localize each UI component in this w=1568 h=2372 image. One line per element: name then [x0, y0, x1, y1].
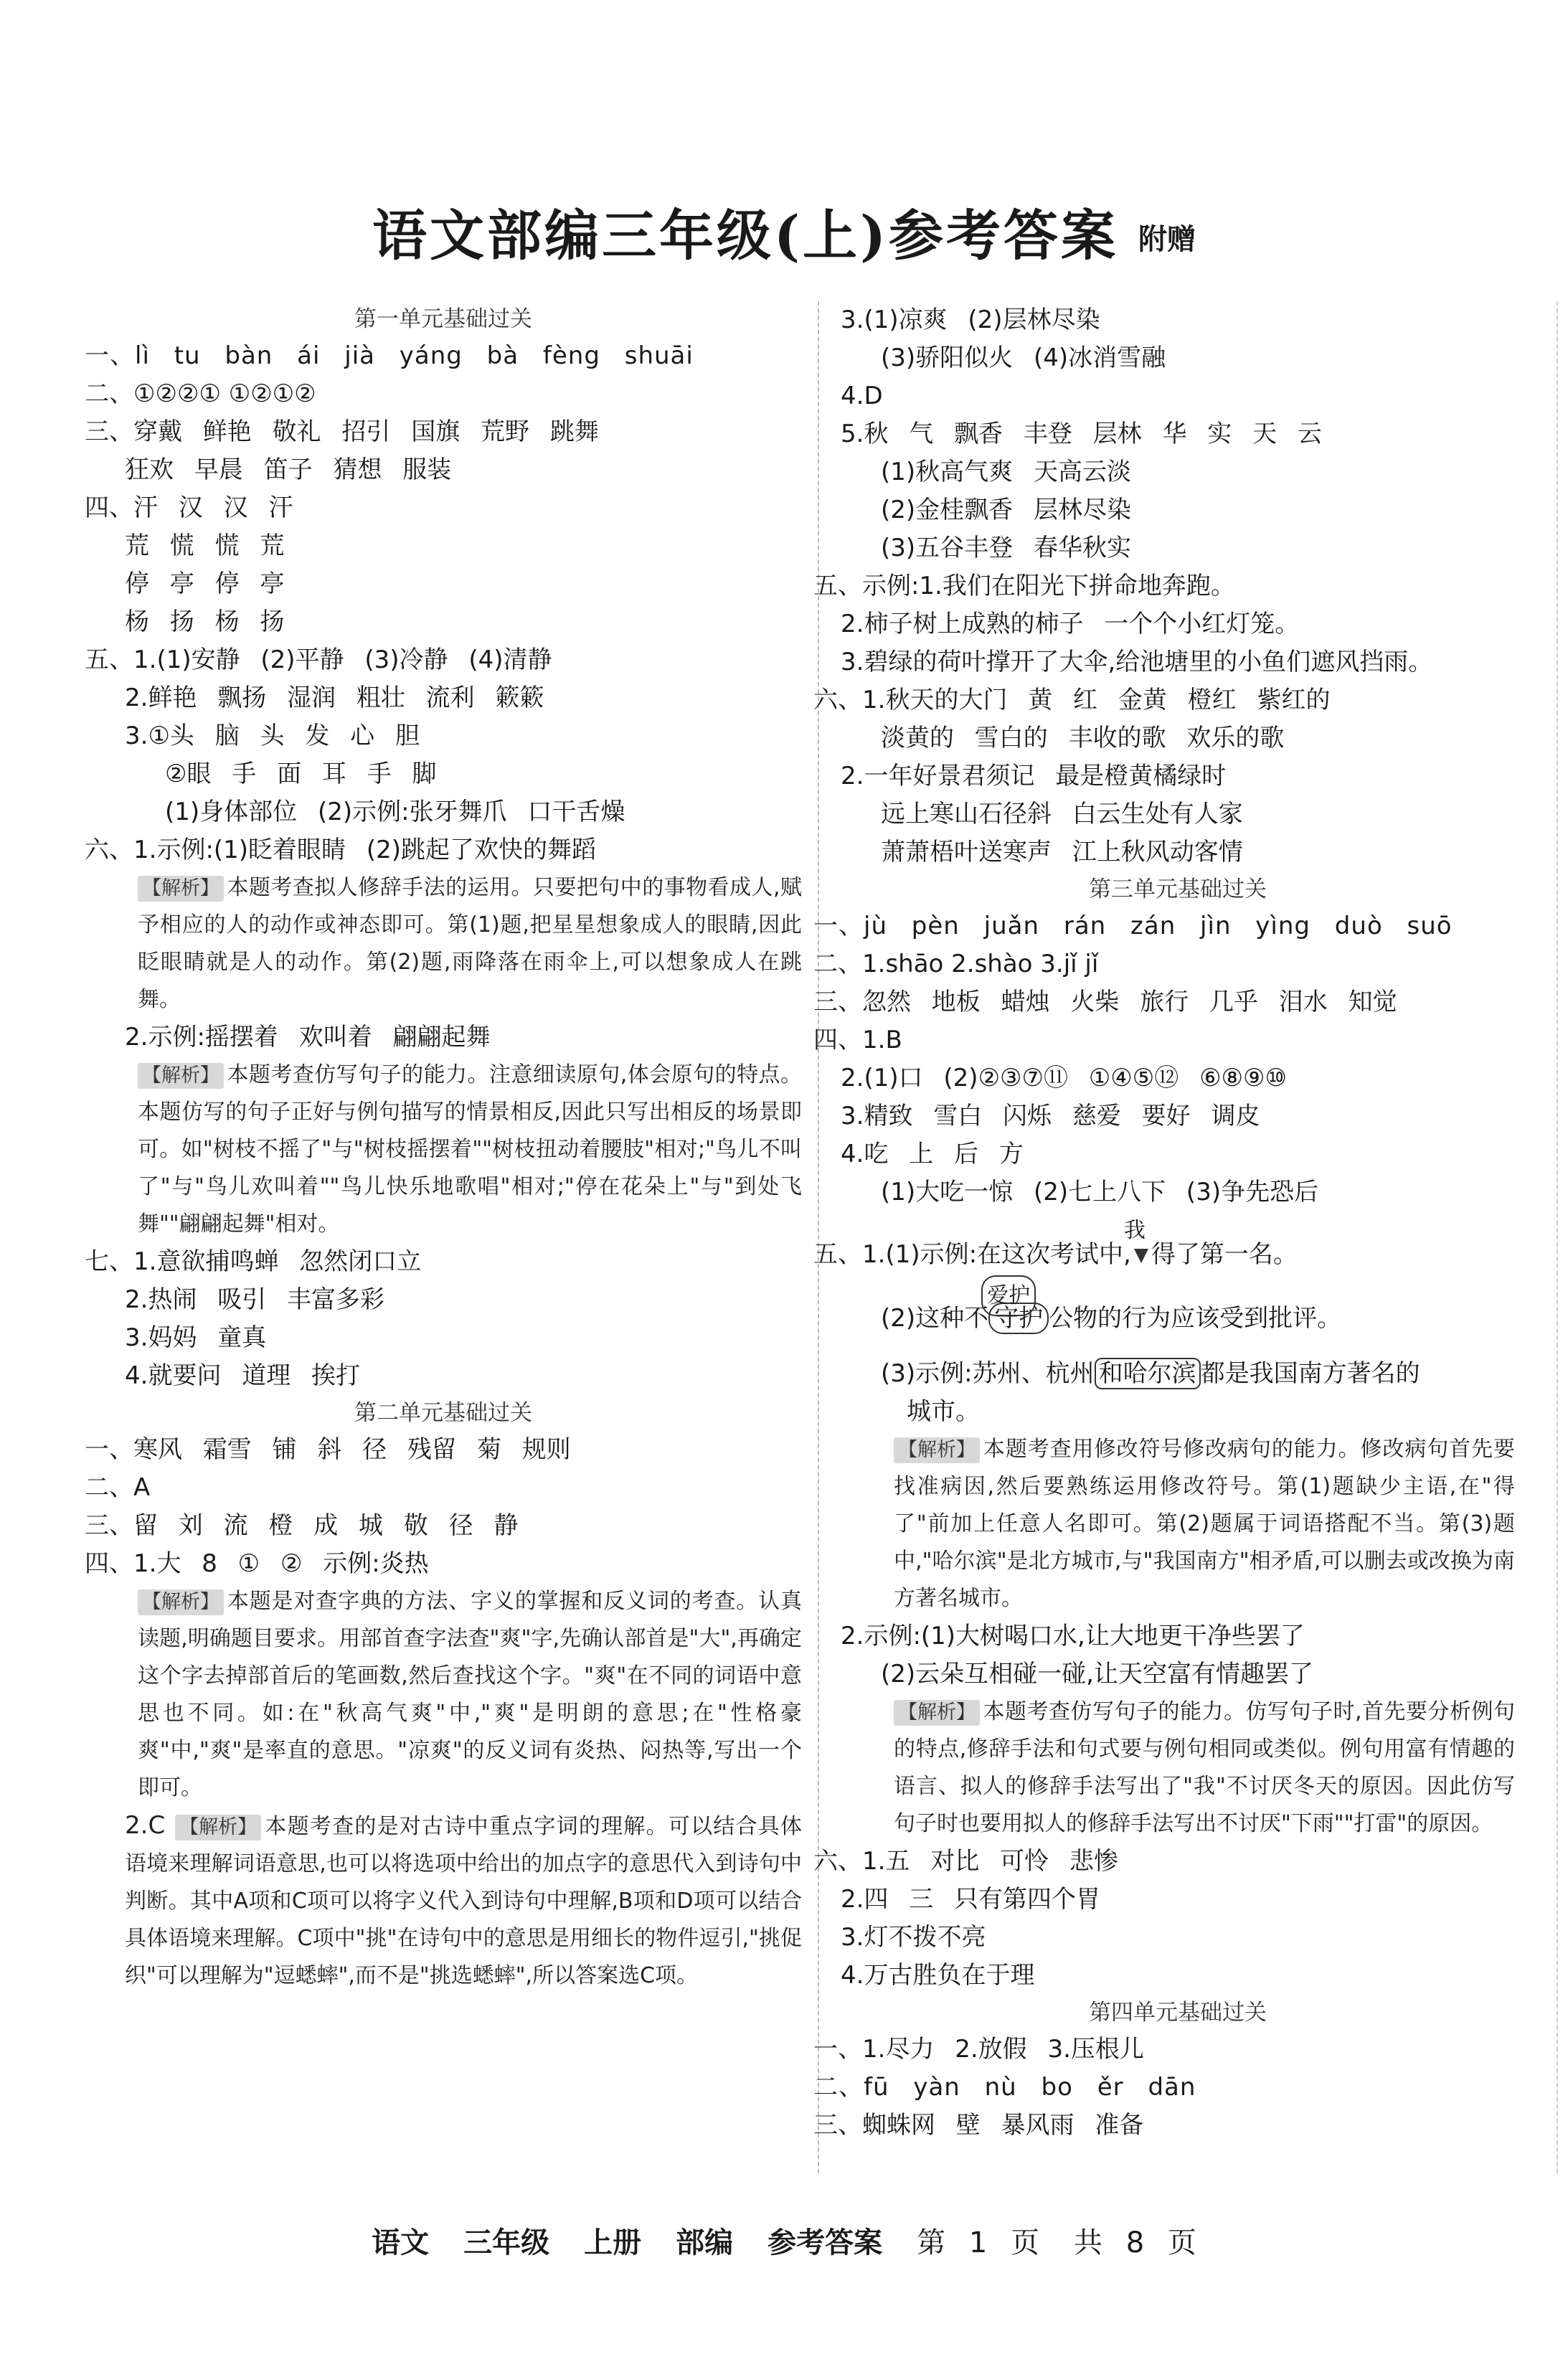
answer-text: (2)这种不	[881, 1304, 989, 1333]
explanation-text: 本题考查用修改符号修改病句的能力。修改病句首先要找准病因,然后要熟练运用修改符号。第(1)题缺少主语,在"得了"前加上任意人名即可。第(2)题属于词语搭配不当。第(3)题中,"哈尔滨"是北方城市,与"我国南方"相矛盾,可以删去或改换为南方著名城市。	[894, 1437, 1515, 1611]
explanation	[841, 1693, 1515, 1843]
explanation	[85, 869, 802, 1019]
page-number: 第 1 页	[917, 2226, 1039, 2259]
edit-mark-line	[813, 1218, 1515, 1274]
answer-line: 远上寒山石径斜 白云生处有人家	[881, 800, 1243, 828]
answer-line: 一、寒风 霜雪 铺 斜 径 残留 菊 规则	[85, 1435, 571, 1464]
answer-line: (3)骄阳似火 (4)冰消雪融	[881, 344, 1166, 372]
footer-edition: 部编	[676, 2226, 734, 2259]
answer-text: (3)示例:苏州、杭州	[881, 1359, 1095, 1388]
unit-4-header: 第四单元基础过关	[1089, 2000, 1267, 2026]
explanation	[85, 1583, 802, 1807]
answer-line: (2)金桂飘香 层林尽染	[881, 496, 1131, 524]
answer-line: 3.精致 雪白 闪烁 慈爱 要好 调皮	[841, 1102, 1260, 1130]
answer-text: 五、1.(1)示例:在这次考试中,	[813, 1240, 1131, 1269]
answer-line: 二、fū yàn nù bo ěr dān	[813, 2073, 1196, 2102]
explanation-text: 本题考查仿写句子的能力。注意细读原句,体会原句的特点。本题仿写的句子正好与例句描写的情景相反,因此只写出相反的场景即可。如"树枝不摇了"与"树枝摇摆着""树枝扭动着腰肢"相对;"鸟儿不叫了"与"鸟儿欢叫着""鸟儿快乐地歌唱"相对;"停在花朵上"与"到处飞舞""翩翩起舞"相对。	[138, 1062, 802, 1237]
answer-line: 杨 扬 杨 扬	[125, 608, 285, 636]
answer-line: 2.示例:摇摆着 欢叫着 翩翩起舞	[125, 1023, 491, 1052]
page-footer	[0, 2220, 1568, 2261]
unit-2-header: 第二单元基础过关	[354, 1400, 532, 1426]
caret-icon	[1134, 1249, 1148, 1263]
left-column	[85, 301, 802, 1995]
answer-line: 2.柿子树上成熟的柿子 一个个小红灯笼。	[841, 610, 1300, 638]
answer-line: 4.就要问 道理 挨打	[125, 1361, 361, 1390]
answer-line: ②眼 手 面 耳 手 脚	[165, 760, 437, 788]
answer-text: 2.C	[125, 1811, 166, 1840]
answer-line: 三、蜘蛛网 壁 暴风雨 准备	[813, 2111, 1144, 2140]
answer-line: 三、穿戴 鲜艳 敬礼 招引 国旗 荒野 跳舞	[85, 417, 599, 446]
answer-line: 五、1.(1)安静 (2)平静 (3)冷静 (4)清静	[85, 646, 552, 674]
explanation	[841, 1431, 1515, 1617]
answer-line: 二、1.shāo 2.shào 3.jǐ jǐ	[813, 950, 1099, 978]
answer-line: 四、1.大 8 ① ② 示例:炎热	[85, 1549, 429, 1578]
answer-line: (1)身体部位 (2)示例:张牙舞爪 口干舌燥	[165, 798, 625, 826]
answer-line: (1)秋高气爽 天高云淡	[881, 458, 1131, 486]
answer-line: 淡黄的 雪白的 丰收的歌 欢乐的歌	[881, 724, 1285, 752]
inserted-word: 我	[1123, 1218, 1146, 1243]
answer-line: 3.①头 脑 头 发 心 胆	[125, 722, 420, 750]
answer-line: 5.秋 气 飘香 丰登 层林 华 实 天 云	[841, 420, 1322, 448]
answer-line: 4.D	[841, 382, 883, 410]
answer-line: 3.碧绿的荷叶撑开了大伞,给池塘里的小鱼们遮风挡雨。	[841, 648, 1433, 676]
answer-line: (3)五谷丰登 春华秋实	[881, 534, 1131, 562]
unit-1-header: 第一单元基础过关	[354, 306, 532, 332]
unit-3-header: 第三单元基础过关	[1089, 876, 1267, 902]
answer-line: 四、1.B	[813, 1026, 902, 1054]
replace-mark	[987, 1283, 1049, 1338]
answer-line: (1)大吃一惊 (2)七上八下 (3)争先恐后	[881, 1178, 1319, 1206]
answer-line: 2.一年好景君须记 最是橙黄橘绿时	[841, 762, 1227, 790]
title-tag: 附赠	[1138, 222, 1196, 256]
footer-kind: 参考答案	[768, 2226, 883, 2259]
right-column	[813, 301, 1515, 2145]
answer-line: 荒 慌 慌 荒	[125, 531, 285, 560]
answer-line: 一、lì tu bàn ái jià yáng bà fèng shuāi	[85, 341, 694, 370]
answer-line: 2.(1)口 (2)②③⑦⑪ ①④⑤⑫ ⑥⑧⑨⑩	[841, 1064, 1287, 1092]
explanation-text: 本题是对查字典的方法、字义的掌握和反义词的考查。认真读题,明确题目要求。用部首查字法查"爽"字,先确认部首是"大",再确定这个字去掉部首后的笔画数,然后查找这个字。"爽"在不同的词语中意思也不同。如:在"秋高气爽"中,"爽"是明朗的意思;在"性格豪爽"中,"爽"是率直的意思。"凉爽"的反义词有炎热、闷热等,写出一个即可。	[138, 1589, 802, 1800]
edit-mark-line	[841, 1355, 1515, 1393]
explanation-tag: 【解析】	[138, 876, 224, 902]
explanation-tag: 【解析】	[894, 1700, 980, 1726]
explanation-tag: 【解析】	[138, 1063, 224, 1089]
page-title	[0, 192, 1568, 270]
answer-text: 公物的行为应该受到批评。	[1049, 1304, 1342, 1333]
footer-volume: 上册	[584, 2226, 642, 2259]
answer-text: 得了第一名。	[1151, 1240, 1298, 1269]
answer-line: 五、示例:1.我们在阳光下拼命地奔跑。	[813, 572, 1235, 600]
answer-line: 六、1.示例:(1)眨着眼睛 (2)跳起了欢快的舞蹈	[85, 836, 597, 864]
answer-line: (2)云朵互相碰一碰,让天空富有情趣罢了	[881, 1660, 1313, 1688]
answer-line: 二、A	[85, 1473, 151, 1502]
answer-line: 萧萧梧叶送寒声 江上秋风动客情	[881, 838, 1243, 866]
answer-text: 都是我国南方著名的	[1200, 1359, 1420, 1388]
footer-grade: 三年级	[463, 2226, 550, 2259]
explanation	[85, 1807, 802, 1995]
explanation-text: 本题考查拟人修辞手法的运用。只要把句中的事物看成人,赋予相应的人的动作或神态即可。第(1)题,把星星想象成人的眼睛,因此眨眼睛就是人的动作。第(2)题,雨降落在雨伞上,可以想象成人在跳舞。	[138, 875, 802, 1012]
answer-line: 六、1.秋天的大门 黄 红 金黄 橙红 紫红的	[813, 686, 1331, 714]
answer-line: 狂欢 早晨 笛子 猜想 服装	[125, 455, 452, 484]
explanation-text: 本题考查的是对古诗中重点字词的理解。可以结合具体语境来理解词语意思,也可以将选项中给出的加点字的意思代入到诗句中判断。其中A项和C项可以将字义代入到诗句中理解,B项和D项可以结合具体语境来理解。C项中"挑"在诗句中的意思是用细长的物件逗引,"挑促织"可以理解为"逗蟋蟀",而不是"挑选蟋蟀",所以答案选C项。	[125, 1814, 802, 1988]
explanation-text: 本题考查仿写句子的能力。仿写句子时,首先要分析例句的特点,修辞手法和句式要与例句相同或类似。例句用富有情趣的语言、拟人的修辞手法写出了"我"不讨厌冬天的原因。因此仿写句子时也要用拟人的修辞手法写出不讨厌"下雨""打雷"的原因。	[894, 1699, 1515, 1836]
answer-line: 三、忽然 地板 蜡烛 火柴 旅行 几乎 泪水 知觉	[813, 988, 1397, 1016]
answer-line: 四、汗 汉 汉 汗	[85, 493, 293, 522]
answer-line: 三、留 刘 流 橙 成 城 敬 径 静	[85, 1511, 519, 1540]
replaced-word: 守护	[988, 1303, 1049, 1334]
answer-line: 3.(1)凉爽 (2)层林尽染	[841, 306, 1100, 334]
edit-mark-line	[841, 1283, 1515, 1338]
marked-word: 和哈尔滨	[1095, 1358, 1201, 1389]
answer-line: 3.妈妈 童真	[125, 1323, 267, 1352]
footer-subject: 语文	[372, 2226, 430, 2259]
insert-mark	[1123, 1218, 1151, 1274]
answer-line: 城市。	[907, 1397, 980, 1426]
answer-line: 2.鲜艳 飘扬 湿润 粗壮 流利 簌簌	[125, 684, 544, 712]
explanation	[85, 1057, 802, 1243]
answer-line: 2.四 三 只有第四个胃	[841, 1885, 1101, 1914]
explanation-tag: 【解析】	[138, 1589, 224, 1615]
answer-line: 一、jù pèn juǎn rán zán jìn yìng duò suō	[813, 912, 1453, 940]
page-total: 共 8 页	[1074, 2226, 1196, 2259]
answer-line: 六、1.五 对比 可怜 悲惨	[813, 1847, 1118, 1876]
answer-line: 2.热闹 吸引 丰富多彩	[125, 1285, 385, 1314]
answer-line: 4.万古胜负在于理	[841, 1961, 1035, 1990]
title-text: 语文部编三年级(上)参考答案	[372, 204, 1118, 268]
answer-line: 一、1.尽力 2.放假 3.压根儿	[813, 2035, 1144, 2064]
explanation-tag: 【解析】	[894, 1437, 980, 1463]
edge-divider	[1557, 301, 1558, 2173]
answer-line: 4.吃 上 后 方	[841, 1140, 1024, 1168]
answer-line: 3.灯不拨不亮	[841, 1923, 986, 1952]
answer-line: 二、①②②① ①②①②	[85, 379, 316, 408]
explanation-tag: 【解析】	[175, 1815, 261, 1841]
answer-line: 2.示例:(1)大树喝口水,让大地更干净些罢了	[841, 1622, 1305, 1650]
replacement-word: 爱护	[981, 1275, 1036, 1316]
answer-line: 停 亭 停 亭	[125, 570, 285, 598]
answer-line: 七、1.意欲捕鸣蝉 忽然闭口立	[85, 1247, 422, 1276]
